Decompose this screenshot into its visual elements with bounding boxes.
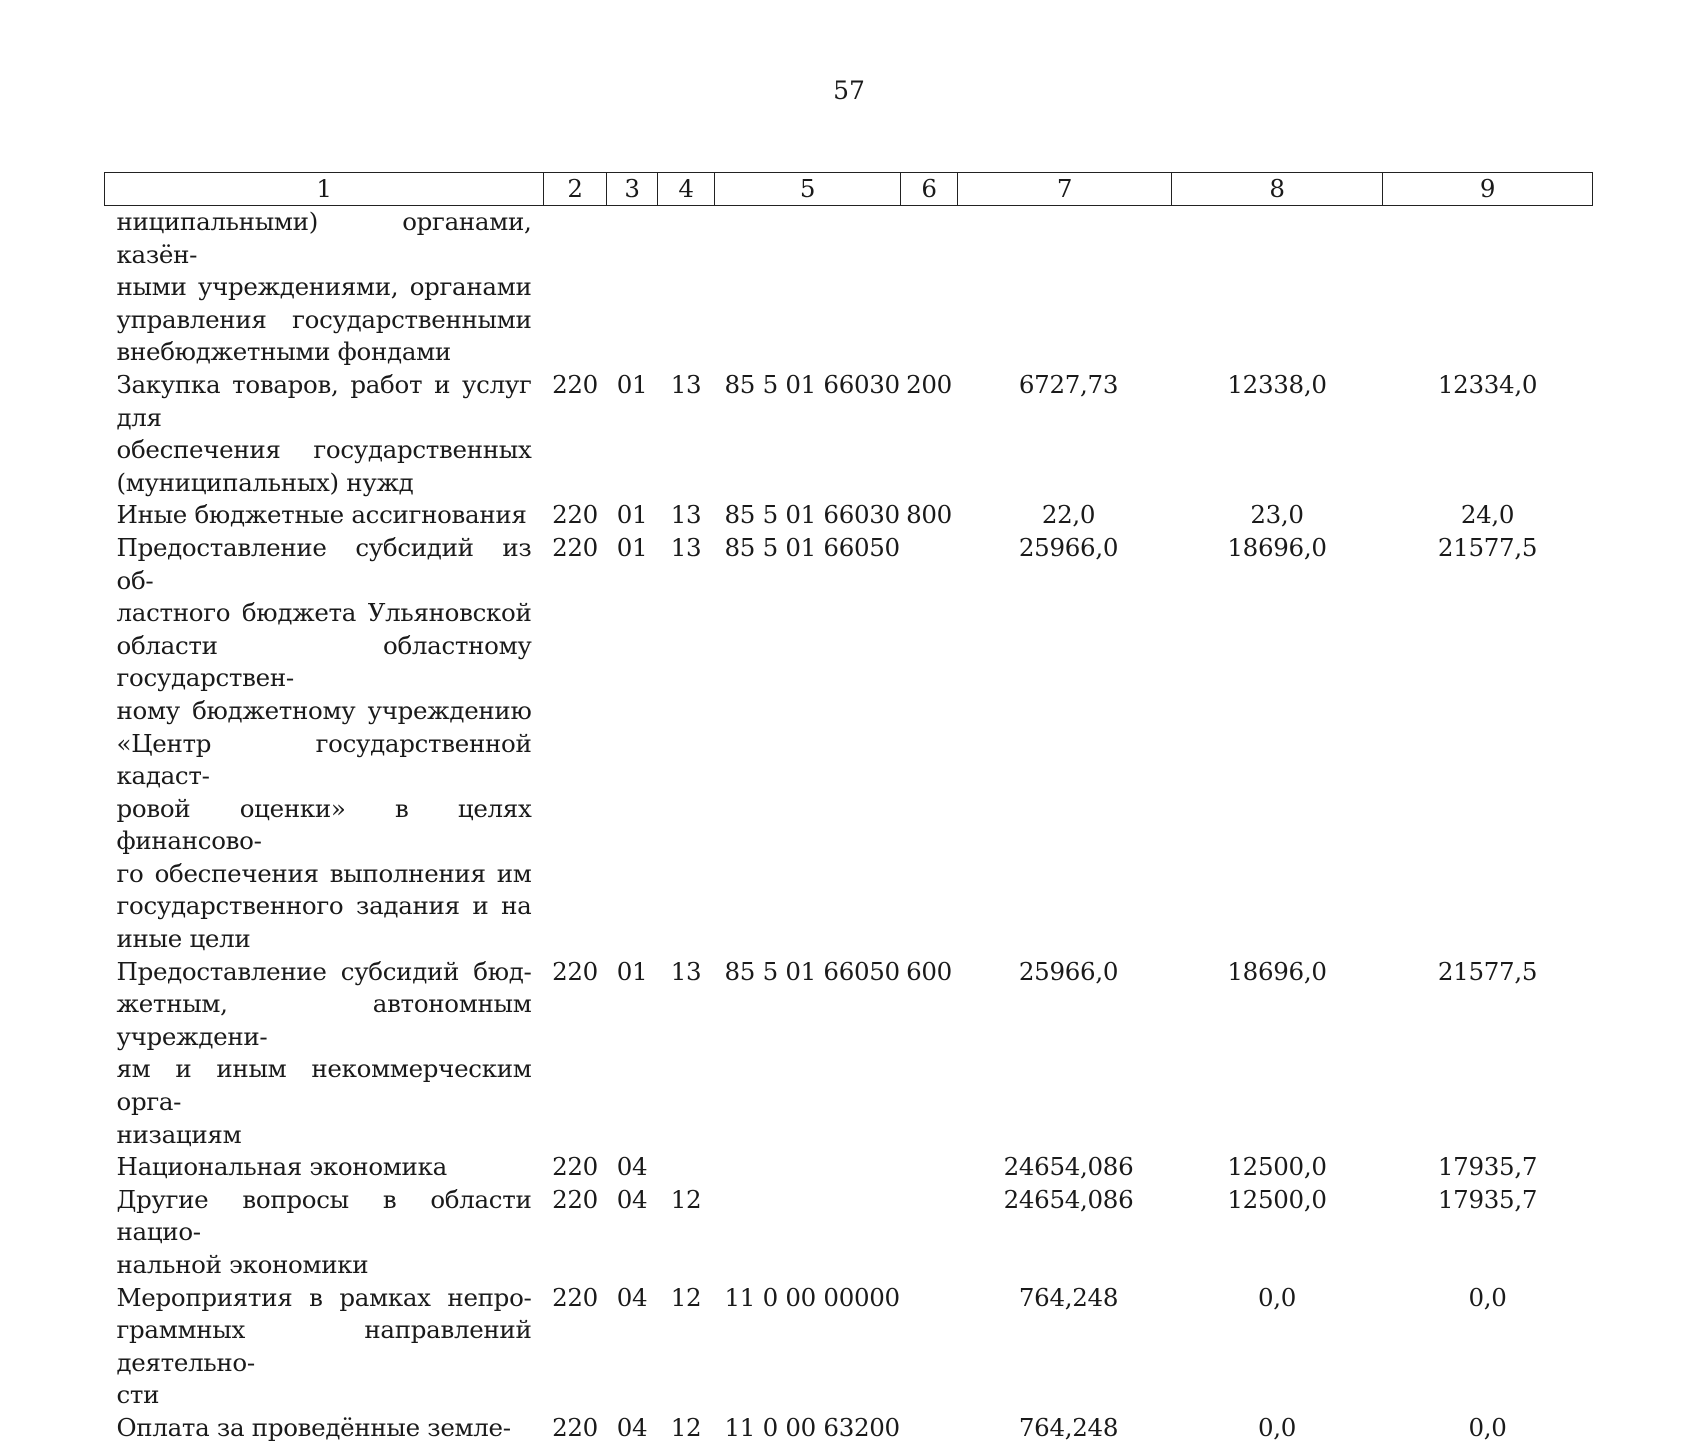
cell-amount-col9 (1383, 206, 1593, 369)
table-row (105, 1184, 1593, 1282)
header-col-4: 4 (658, 173, 715, 206)
cell-amount-col8: 0,0 (1257, 1412, 1297, 1442)
cell-target-article: 85 5 01 66050 (724, 956, 900, 986)
item-name-line: (муниципальных) нужд (116, 467, 414, 497)
cell-ministry-code: 220 (552, 1412, 598, 1442)
cell-item-name (105, 532, 544, 956)
item-name-line: государственного задания и на (116, 891, 532, 921)
item-name-line: ниципальными) органами, казён- (116, 207, 532, 269)
cell-amount-col9: 17935,7 (1437, 1184, 1538, 1214)
cell-subsection (658, 206, 715, 369)
cell-target-article (715, 1184, 901, 1282)
item-name-line: внебюджетными фондами (116, 337, 451, 367)
cell-ministry-code: 220 (552, 956, 598, 986)
item-name-line: граммных направлений деятельно- (116, 1315, 532, 1377)
cell-amount-col9: 21577,5 (1437, 956, 1538, 986)
cell-subsection: 13 (670, 369, 702, 399)
cell-amount-col7: 22,0 (1041, 500, 1096, 530)
cell-item-name (105, 499, 544, 532)
cell-target-article: 11 0 00 00000 (724, 1282, 900, 1312)
cell-amount-col7: 25966,0 (1018, 532, 1119, 562)
item-name-line: Предоставление субсидий из об- (116, 532, 532, 595)
item-name-line: ластного бюджета Ульяновской (116, 598, 532, 628)
cell-amount-col9: 24,0 (1460, 500, 1515, 530)
item-name-line: ям и иным некоммерческим орга- (116, 1054, 532, 1117)
cell-subsection: 12 (670, 1412, 702, 1442)
cell-amount-col9: 12334,0 (1437, 369, 1538, 399)
item-name-line: ровой оценки» в целях финансово- (116, 793, 532, 856)
cell-item-name (105, 1184, 544, 1282)
item-name-line: Оплата за проведённые земле- (116, 1412, 511, 1442)
cell-target-article: 85 5 01 66030 (724, 500, 900, 530)
cell-amount-col8: 12338,0 (1227, 369, 1327, 399)
budget-table (104, 172, 1593, 1445)
cell-target-article (715, 1151, 901, 1184)
cell-amount-col8: 18696,0 (1227, 532, 1327, 562)
table-row (105, 369, 1593, 499)
cell-target-article: 85 5 01 66030 (724, 369, 900, 399)
cell-ministry-code: 220 (552, 500, 598, 530)
cell-amount-col7: 764,248 (1018, 1282, 1119, 1312)
cell-ministry-code: 220 (552, 1184, 598, 1214)
item-name-line: низациям (116, 1119, 242, 1149)
cell-ministry-code: 220 (552, 532, 598, 562)
cell-section: 04 (616, 1282, 648, 1312)
cell-ministry-code: 220 (552, 369, 598, 399)
cell-amount-col8: 18696,0 (1227, 956, 1327, 986)
item-name-line: Предоставление субсидий бюд- (116, 956, 532, 986)
cell-section: 01 (616, 500, 648, 530)
cell-section: 01 (616, 369, 648, 399)
item-name-line: иные цели (116, 924, 251, 954)
header-col-3: 3 (607, 173, 658, 206)
item-name-line: Иные бюджетные ассигнования (116, 500, 527, 530)
cell-amount-col7: 24654,086 (1003, 1152, 1134, 1182)
cell-item-name (105, 369, 544, 499)
item-name-line: Мероприятия в рамках непро- (116, 1282, 532, 1312)
cell-amount-col7: 24654,086 (1003, 1184, 1134, 1214)
cell-item-name (105, 1412, 544, 1445)
item-name-line: Национальная экономика (116, 1152, 447, 1182)
table-row (105, 499, 1593, 532)
cell-item-name (105, 1151, 544, 1184)
cell-ministry-code: 220 (552, 1152, 598, 1182)
item-name-line: жетным, автономным учреждени- (116, 989, 532, 1051)
cell-expense-type: 200 (906, 369, 952, 399)
table-row (105, 206, 1593, 369)
item-name-line: области областному государствен- (116, 630, 532, 693)
cell-section: 04 (616, 1412, 648, 1442)
cell-amount-col9: 17935,7 (1437, 1152, 1538, 1182)
item-name-line: нальной экономики (116, 1250, 369, 1279)
cell-amount-col7: 25966,0 (1018, 956, 1119, 986)
cell-subsection: 13 (670, 500, 702, 530)
cell-amount-col7 (958, 206, 1172, 369)
cell-section: 04 (616, 1184, 648, 1214)
cell-expense-type (901, 206, 958, 369)
header-col-5: 5 (715, 173, 901, 206)
item-name-line: сти (116, 1380, 160, 1410)
cell-subsection: 12 (670, 1184, 702, 1214)
cell-amount-col9: 0,0 (1468, 1412, 1507, 1442)
cell-section: 04 (616, 1152, 648, 1182)
item-name-line: Закупка товаров, работ и услуг для (116, 369, 532, 432)
cell-amount-col8: 0,0 (1257, 1282, 1297, 1312)
header-row (105, 173, 1593, 206)
cell-amount-col8 (1172, 206, 1383, 369)
page-number: 57 (833, 76, 865, 105)
cell-amount-col9: 0,0 (1468, 1282, 1507, 1312)
table-row (105, 1282, 1593, 1412)
table-row (105, 1412, 1593, 1445)
cell-amount-col8: 12500,0 (1227, 1184, 1327, 1214)
item-name-line: Другие вопросы в области нацио- (116, 1184, 532, 1247)
cell-amount-col7: 6727,73 (1018, 369, 1119, 399)
item-name-line: го обеспечения выполнения им (116, 858, 532, 888)
cell-expense-type (901, 1151, 958, 1184)
cell-expense-type (901, 1282, 958, 1412)
cell-item-name (105, 1282, 544, 1412)
cell-amount-col8: 23,0 (1250, 500, 1304, 530)
cell-expense-type: 600 (906, 956, 952, 986)
cell-expense-type (901, 532, 958, 956)
cell-subsection: 13 (670, 532, 702, 562)
header-col-8: 8 (1172, 173, 1383, 206)
cell-ministry-code (544, 206, 607, 369)
table-row (105, 1151, 1593, 1184)
item-name-line: ному бюджетному учреждению (116, 695, 532, 725)
cell-target-article (715, 206, 901, 369)
cell-subsection: 13 (670, 956, 702, 986)
cell-section (607, 206, 658, 369)
cell-subsection (658, 1151, 715, 1184)
table-row (105, 532, 1593, 956)
header-col-6: 6 (901, 173, 958, 206)
item-name-line: «Центр государственной кадаст- (116, 728, 532, 791)
item-name-line: обеспечения государственных (116, 435, 532, 465)
header-col-9: 9 (1383, 173, 1593, 206)
cell-target-article: 85 5 01 66050 (724, 532, 900, 562)
cell-item-name (105, 956, 544, 1152)
cell-target-article: 11 0 00 63200 (724, 1412, 900, 1442)
header-col-1: 1 (105, 173, 544, 206)
cell-amount-col7: 764,248 (1018, 1412, 1119, 1442)
table-body (105, 206, 1593, 1445)
cell-expense-type: 800 (906, 500, 952, 530)
cell-amount-col9: 21577,5 (1437, 532, 1538, 562)
cell-section: 01 (616, 532, 648, 562)
item-name-line: управления государственными (116, 304, 532, 334)
table-header (105, 173, 1593, 206)
cell-expense-type (901, 1412, 958, 1445)
header-col-7: 7 (958, 173, 1172, 206)
cell-item-name (105, 206, 544, 369)
header-col-2: 2 (544, 173, 607, 206)
item-name-line: ными учреждениями, органами (116, 272, 532, 302)
table-row (105, 956, 1593, 1152)
cell-ministry-code: 220 (552, 1282, 598, 1312)
cell-section: 01 (616, 956, 648, 986)
cell-amount-col8: 12500,0 (1227, 1152, 1327, 1182)
cell-expense-type (901, 1184, 958, 1282)
cell-subsection: 12 (670, 1282, 702, 1312)
